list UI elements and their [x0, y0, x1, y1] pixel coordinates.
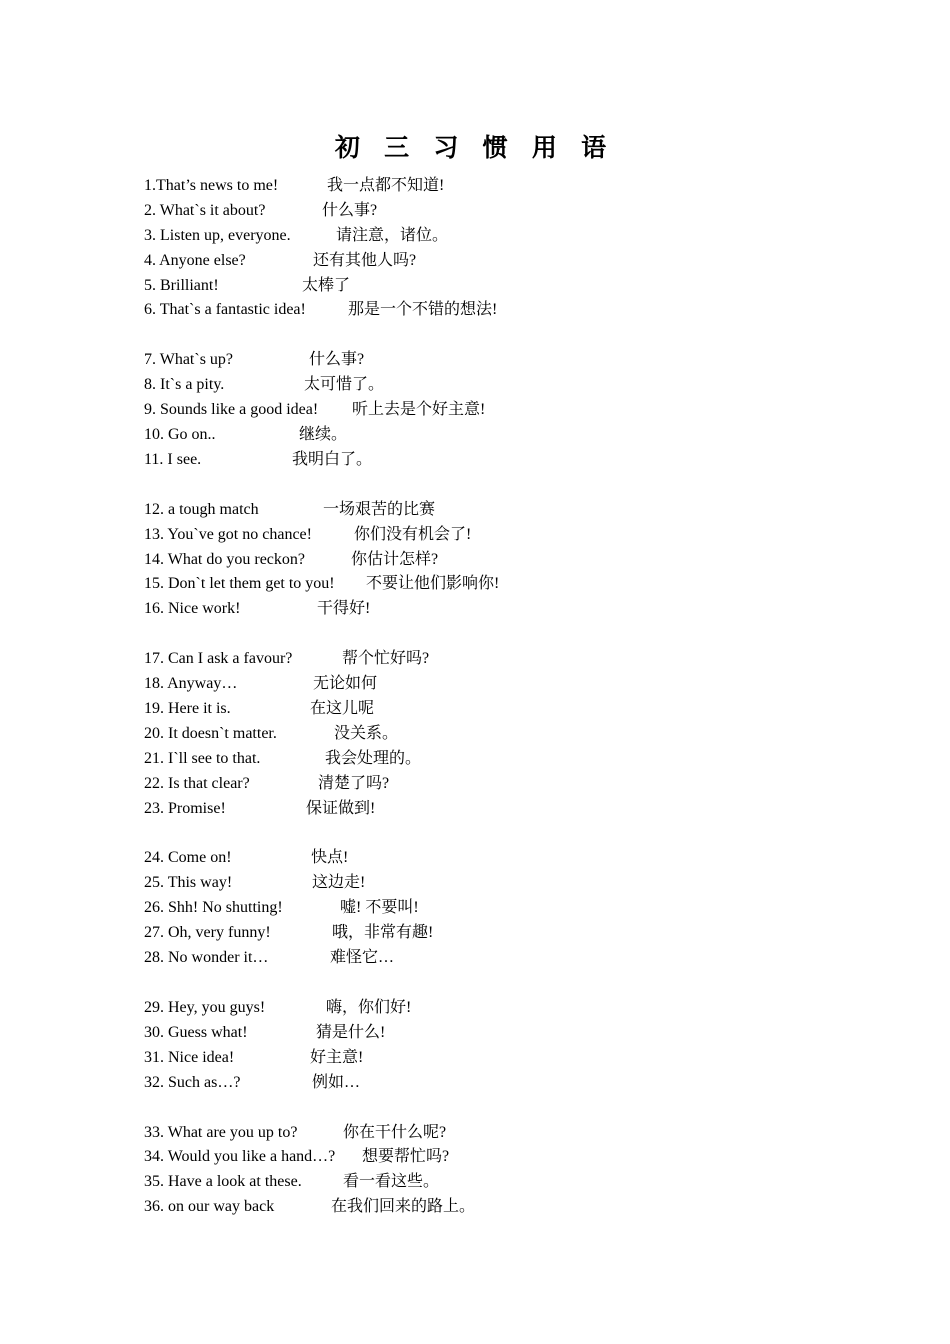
english-phrase: 10. Go on.. — [144, 426, 216, 444]
chinese-translation: 例如… — [312, 1073, 361, 1091]
phrase-row — [144, 1121, 844, 1146]
phrase-row — [144, 1170, 844, 1195]
english-phrase: 18. Anyway… — [144, 675, 238, 693]
english-phrase: 22. Is that clear? — [144, 774, 250, 792]
phrase-group — [144, 348, 844, 472]
phrase-row — [144, 448, 844, 473]
phrase-row — [144, 921, 844, 946]
phrase-row — [144, 597, 844, 622]
page-title: 初 三 习 惯 用 语 — [334, 135, 616, 162]
chinese-translation: 清楚了吗? — [318, 774, 390, 792]
chinese-translation: 干得好! — [317, 600, 371, 618]
chinese-translation: 这边走! — [312, 874, 366, 892]
phrase-row — [144, 672, 844, 697]
chinese-translation: 想要帮忙吗? — [362, 1148, 450, 1166]
english-phrase: 33. What are you up to? — [144, 1123, 298, 1141]
phrase-group — [144, 647, 844, 821]
chinese-translation: 保证做到! — [306, 799, 376, 817]
english-phrase: 11. I see. — [144, 450, 202, 468]
phrase-row — [144, 772, 844, 797]
english-phrase: 20. It doesn`t matter. — [144, 724, 277, 742]
chinese-translation: 还有其他人吗? — [313, 251, 417, 269]
phrase-row — [144, 572, 844, 597]
phrase-row — [144, 423, 844, 448]
phrase-row — [144, 797, 844, 822]
english-phrase: 12. a tough match — [144, 500, 259, 518]
phrase-row — [144, 398, 844, 423]
chinese-translation: 猜是什么! — [316, 1023, 386, 1041]
phrase-group — [144, 996, 844, 1096]
chinese-translation: 太可惜了。 — [304, 376, 385, 394]
english-phrase: 23. Promise! — [144, 799, 226, 817]
phrase-row — [144, 946, 844, 971]
phrase-row — [144, 1046, 844, 1071]
english-phrase: 36. on our way back — [144, 1198, 275, 1216]
phrase-row — [144, 1195, 844, 1220]
english-phrase: 6. That`s a fantastic idea! — [144, 301, 306, 319]
phrase-row — [144, 896, 844, 921]
english-phrase: 29. Hey, you guys! — [144, 998, 266, 1016]
phrase-group — [144, 174, 844, 323]
chinese-translation: 哦，非常有趣! — [332, 924, 434, 942]
chinese-translation: 在我们回来的路上。 — [331, 1198, 476, 1216]
chinese-translation: 继续。 — [299, 426, 348, 444]
phrase-row — [144, 1145, 844, 1170]
chinese-translation: 帮个忙好吗? — [342, 650, 430, 668]
phrase-list — [144, 174, 844, 1220]
phrase-row — [144, 846, 844, 871]
chinese-translation: 你在干什么呢? — [343, 1123, 447, 1141]
english-phrase: 19. Here it is. — [144, 700, 231, 718]
phrase-row — [144, 224, 844, 249]
english-phrase: 9. Sounds like a good idea! — [144, 401, 319, 419]
english-phrase: 15. Don`t let them get to you! — [144, 575, 335, 593]
english-phrase: 2. What`s it about? — [144, 201, 266, 219]
english-phrase: 25. This way! — [144, 874, 233, 892]
chinese-translation: 快点! — [311, 849, 349, 867]
english-phrase: 28. No wonder it… — [144, 949, 269, 967]
chinese-translation: 看一看这些。 — [343, 1173, 440, 1191]
phrase-group — [144, 498, 844, 622]
phrase-row — [144, 174, 844, 199]
english-phrase: 5. Brilliant! — [144, 276, 219, 294]
chinese-translation: 在这儿呢 — [310, 700, 375, 718]
english-phrase: 3. Listen up, everyone. — [144, 226, 291, 244]
phrase-row — [144, 373, 844, 398]
phrase-row — [144, 747, 844, 772]
english-phrase: 21. I`ll see to that. — [144, 749, 261, 767]
english-phrase: 30. Guess what! — [144, 1023, 248, 1041]
chinese-translation: 你们没有机会了! — [354, 525, 472, 543]
phrase-row — [144, 523, 844, 548]
chinese-translation: 听上去是个好主意! — [352, 401, 486, 419]
phrase-row — [144, 647, 844, 672]
chinese-translation: 好主意! — [310, 1048, 364, 1066]
phrase-group — [144, 846, 844, 970]
english-phrase: 1.That’s news to me! — [144, 177, 279, 194]
phrase-group — [144, 1121, 844, 1221]
english-phrase: 27. Oh, very funny! — [144, 924, 271, 942]
chinese-translation: 我一点都不知道! — [327, 177, 445, 194]
english-phrase: 26. Shh! No shutting! — [144, 899, 283, 917]
chinese-translation: 一场艰苦的比赛 — [323, 500, 436, 518]
english-phrase: 14. What do you reckon? — [144, 550, 305, 568]
chinese-translation: 不要让他们影响你! — [366, 575, 500, 593]
chinese-translation: 难怪它… — [330, 949, 395, 967]
chinese-translation: 无论如何 — [313, 675, 378, 693]
chinese-translation: 我明白了。 — [292, 450, 373, 468]
chinese-translation: 嘘! 不要叫! — [340, 899, 419, 917]
phrase-row — [144, 722, 844, 747]
phrase-row — [144, 498, 844, 523]
phrase-row — [144, 199, 844, 224]
english-phrase: 31. Nice idea! — [144, 1048, 235, 1066]
phrase-row — [144, 1021, 844, 1046]
chinese-translation: 请注意，诸位。 — [336, 226, 449, 244]
phrase-row — [144, 249, 844, 274]
english-phrase: 17. Can I ask a favour? — [144, 650, 293, 668]
english-phrase: 32. Such as…? — [144, 1073, 241, 1091]
phrase-row — [144, 548, 844, 573]
phrase-row — [144, 274, 844, 299]
english-phrase: 35. Have a look at these. — [144, 1173, 302, 1191]
phrase-row — [144, 1071, 844, 1096]
phrase-row — [144, 697, 844, 722]
english-phrase: 4. Anyone else? — [144, 251, 246, 269]
phrase-row — [144, 298, 844, 323]
chinese-translation: 我会处理的。 — [325, 749, 422, 767]
chinese-translation: 太棒了 — [302, 276, 351, 294]
english-phrase: 13. You`ve got no chance! — [144, 525, 312, 543]
chinese-translation: 你估计怎样? — [351, 550, 439, 568]
english-phrase: 16. Nice work! — [144, 600, 241, 618]
english-phrase: 34. Would you like a hand…? — [144, 1148, 336, 1166]
phrase-row — [144, 348, 844, 373]
chinese-translation: 什么事? — [309, 351, 365, 369]
english-phrase: 7. What`s up? — [144, 351, 234, 369]
chinese-translation: 没关系。 — [334, 724, 399, 742]
phrase-row — [144, 996, 844, 1021]
chinese-translation: 嗨，你们好! — [326, 998, 412, 1016]
chinese-translation: 那是一个不错的想法! — [348, 301, 498, 319]
english-phrase: 8. It`s a pity. — [144, 376, 225, 394]
phrase-row — [144, 871, 844, 896]
chinese-translation: 什么事? — [322, 201, 378, 219]
english-phrase: 24. Come on! — [144, 849, 232, 867]
